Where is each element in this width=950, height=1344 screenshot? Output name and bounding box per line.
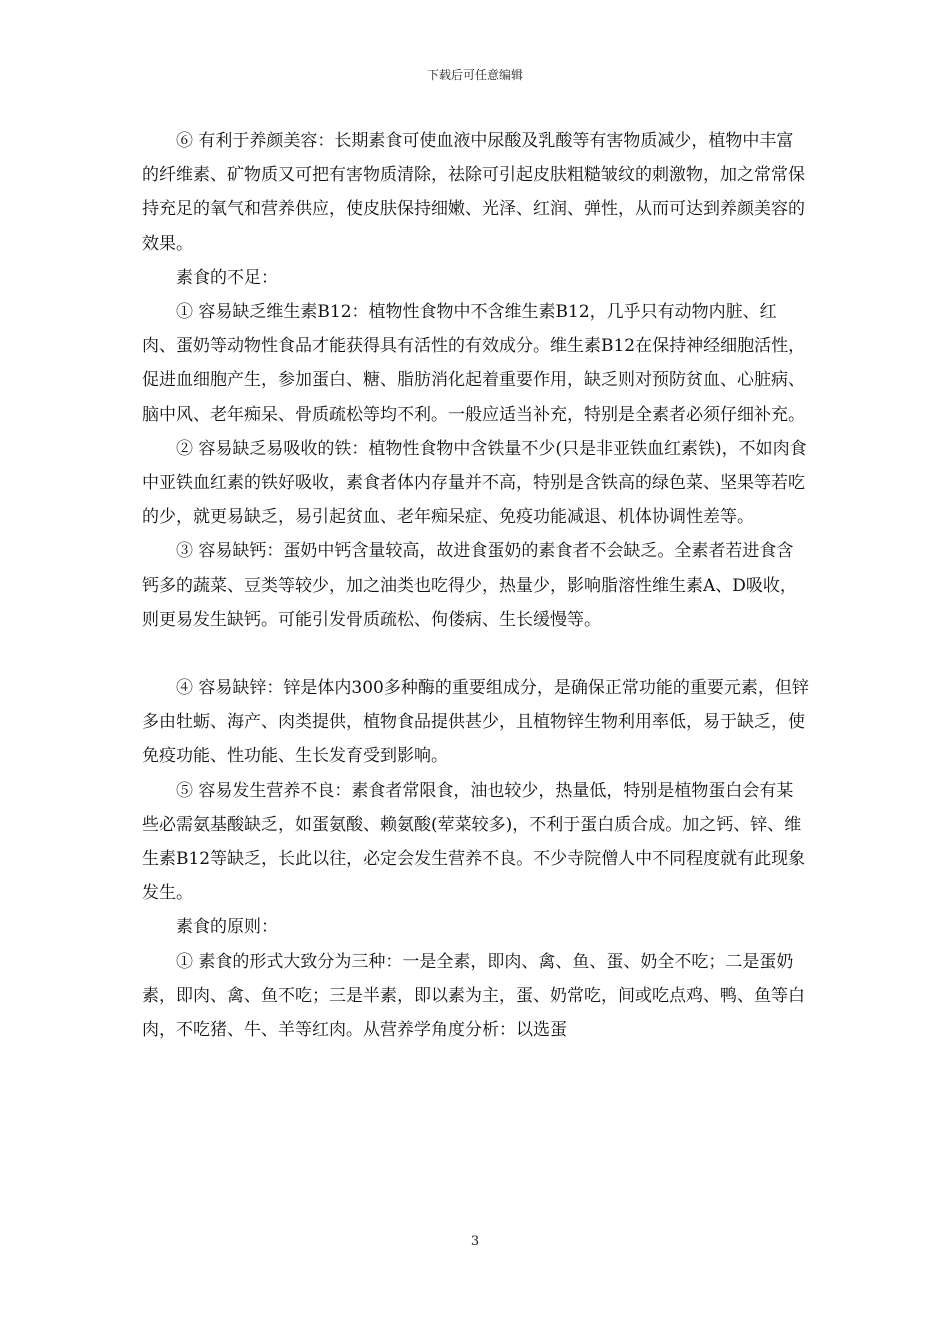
- paragraph-malnutrition: ⑤ 容易发生营养不良：素食者常限食，油也较少，热量低，特别是植物蛋白会有某些必需氨基酸缺乏，如蛋氨酸、赖氨酸(荤菜较多)，不利于蛋白质合成。加之钙、锌、维生素B12等缺乏，长此以往，必定会发生营养不良。不少寺院僧人中不同程度就有此现象发生。: [142, 780, 806, 904]
- section-heading-shortcomings: 素食的不足：: [176, 267, 278, 288]
- page-header: 下载后可任意编辑: [426, 68, 523, 82]
- paragraph-calcium-deficiency: ③ 容易缺钙：蛋奶中钙含量较高，故进食蛋奶的素食者不会缺乏。全素者若进食含钙多的蔬菜、豆类等较少，加之油类也吃得少，热量少，影响脂溶性维生素A、D吸收，则更易发生缺钙。可能引发骨质疏松、佝偻病、生长缓慢等。: [142, 541, 797, 630]
- paragraph-iron-deficiency: ② 容易缺乏易吸收的铁：植物性食物中含铁量不少(只是非亚铁血红素铁)，不如肉食中亚铁血红素的铁好吸收，素食者体内存量并不高，特别是含铁高的绿色菜、坚果等若吃的少，就更易缺乏，易引起贫血、老年痴呆症、免疫功能减退、机体协调性差等。: [142, 438, 807, 528]
- paragraph-zinc-deficiency: ④ 容易缺锌：锌是体内300多种酶的重要组成分，是确保正常功能的重要元素，但锌多由牡蛎、海产、肉类提供，植物食品提供甚少，且植物锌生物利用率低，易于缺乏，使免疫功能、性功能、生长发育受到影响。: [142, 678, 809, 767]
- document-body: [142, 124, 810, 1047]
- paragraph-vegetarian-forms: ① 素食的形式大致分为三种：一是全素，即肉、禽、鱼、蛋、奶全不吃；二是蛋奶素，即肉、禽、鱼不吃；三是半素，即以素为主，蛋、奶常吃，间或吃点鸡、鸭、鱼等白肉，不吃猪、牛、羊等红肉。从营养学角度分析：以选蛋: [142, 951, 805, 1041]
- page-number: 3: [470, 1234, 480, 1249]
- paragraph-beauty-benefit: ⑥ 有利于养颜美容：长期素食可使血液中尿酸及乳酸等有害物质减少，植物中丰富的纤维素、矿物质又可把有害物质清除，祛除可引起皮肤粗糙皱纹的刺激物，加之常常保持充足的氧气和营养供应，使皮肤保持细嫩、光泽、红润、弹性，从而可达到养颜美容的效果。: [142, 131, 805, 254]
- section-heading-principles: 素食的原则：: [176, 917, 278, 938]
- paragraph-b12-deficiency: ① 容易缺乏维生素B12：植物性食物中不含维生素B12，几乎只有动物内脏、红肉、蛋奶等动物性食品才能获得具有活性的有效成分。维生素B12在保持神经细胞活性，促进血细胞产生，参加蛋白、糖、脂肪消化起着重要作用，缺乏则对预防贫血、心脏病、脑中风、老年痴呆、骨质疏松等均不利。一般应适当补充，特别是全素者必须仔细补充。: [142, 302, 806, 425]
